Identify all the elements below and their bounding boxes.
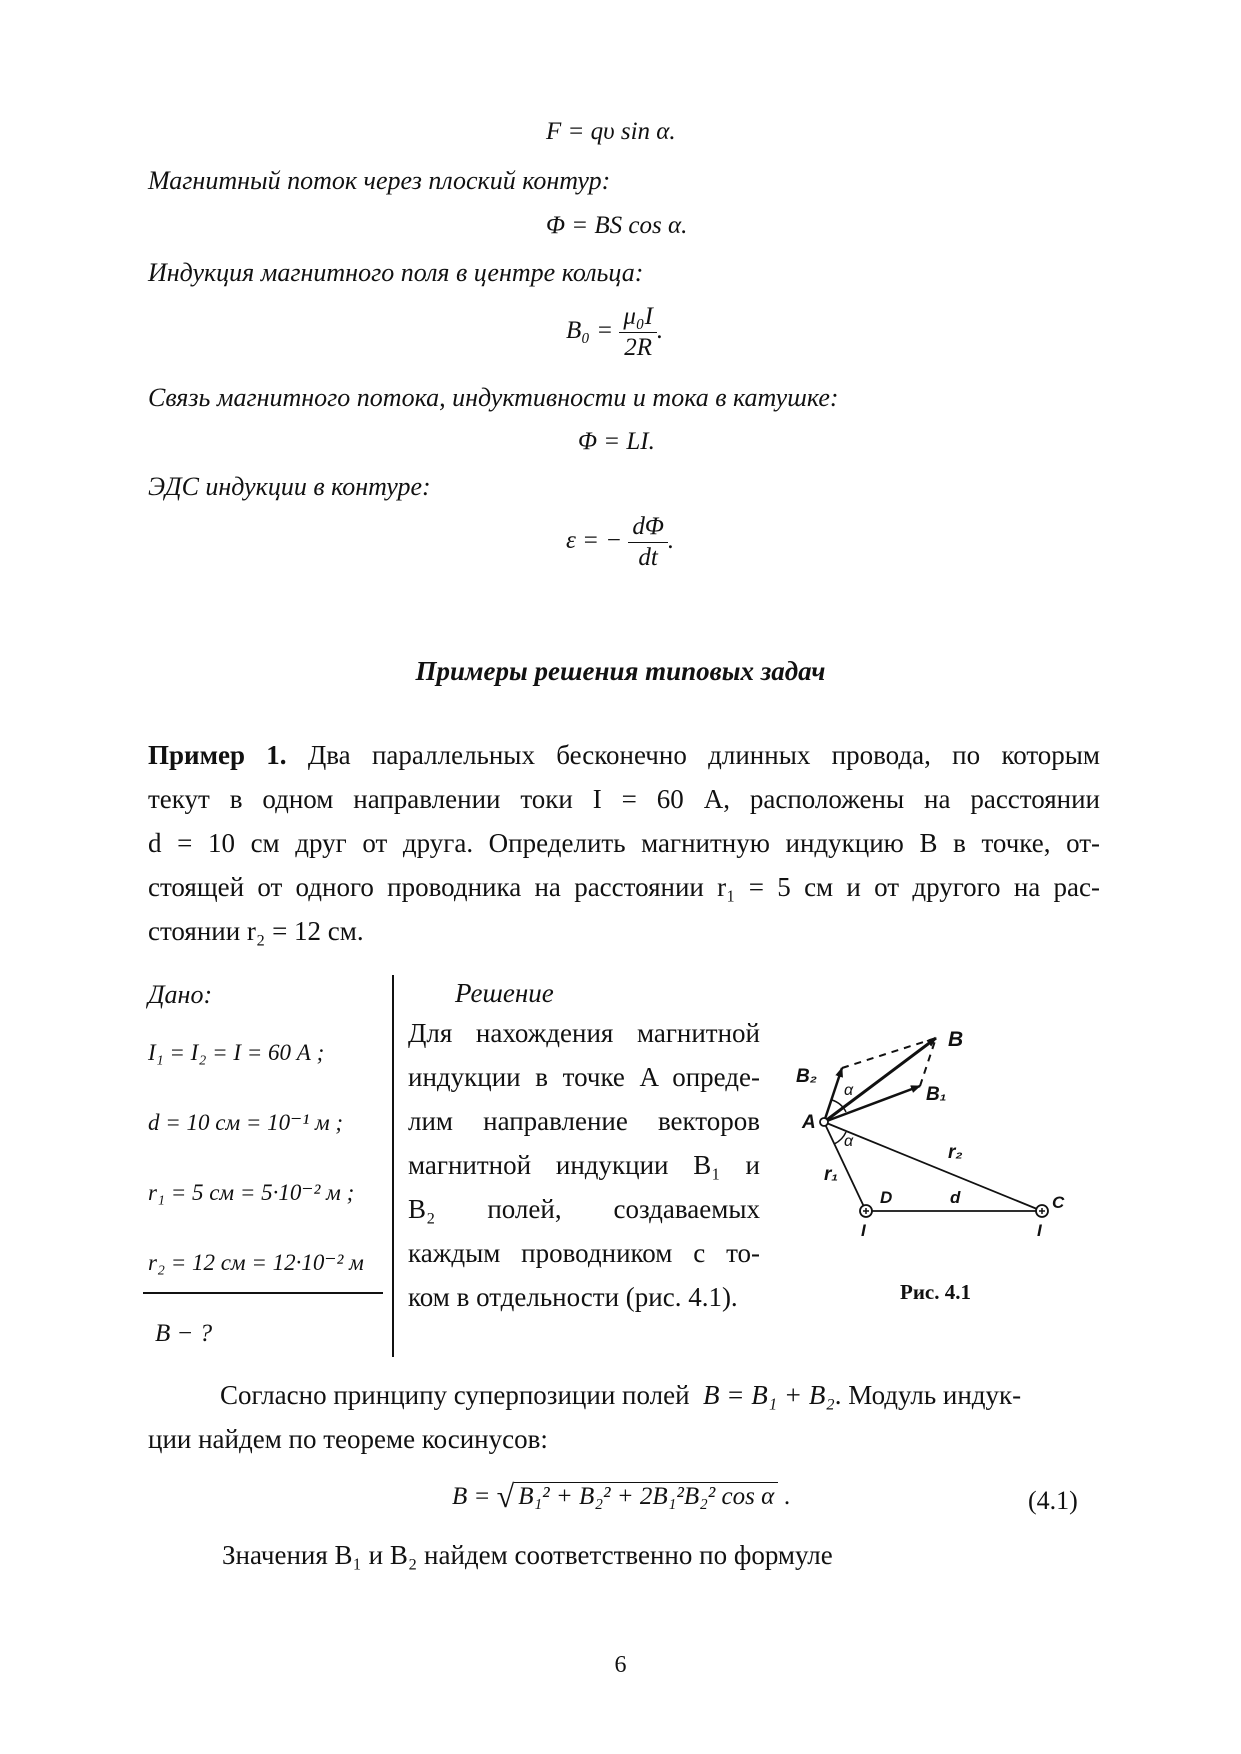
superposition-line-2: ции найдем по теореме косинусов: bbox=[148, 1424, 548, 1454]
solution-line: Для нахождения магнитной bbox=[408, 1018, 760, 1048]
example-line-4: стоящей от одного проводника на расстоянии r₁ = 5 см и от другого на рас- bbox=[148, 872, 1100, 902]
given-title: Дано: bbox=[148, 980, 213, 1009]
emf-label: ЭДС индукции в контуре: bbox=[148, 472, 431, 501]
example-line-2: текут в одном направлении токи I = 60 А, расположены на расстоянии bbox=[148, 784, 1100, 814]
inductance-label: Связь магнитного потока, индуктивности и тока в катушке: bbox=[148, 383, 839, 412]
emf-end: . bbox=[667, 527, 675, 555]
fig-label-r1: r₁ bbox=[824, 1164, 839, 1185]
fig-label-d-point: D bbox=[880, 1188, 893, 1207]
example-line-1: Пример 1. Два параллельных бесконечно длинных провода, по которым bbox=[148, 740, 1101, 770]
fig-label-d: d bbox=[950, 1188, 961, 1207]
ring-fraction bbox=[619, 302, 657, 363]
emf-fraction bbox=[628, 512, 668, 573]
section-title: Примеры решения типовых задач bbox=[415, 656, 826, 686]
line-r2 bbox=[824, 1122, 1042, 1211]
solution-line: индукции в точке A опреде- bbox=[408, 1062, 760, 1092]
cosine-radicand: B₁² + B₂² + 2B₁²B₂² cos α bbox=[514, 1482, 778, 1510]
fig-label-c: C bbox=[1052, 1193, 1065, 1212]
given-vertical-divider bbox=[392, 975, 394, 1357]
superposition-formula: B = B₁ + B₂ bbox=[703, 1380, 835, 1410]
dashed-b2-to-b bbox=[842, 1038, 936, 1068]
fig-label-i-right: I bbox=[1037, 1221, 1042, 1240]
solution-text bbox=[408, 1011, 760, 1319]
fig-label-alpha-bottom: α bbox=[844, 1133, 854, 1150]
given-divider bbox=[143, 1292, 383, 1294]
values-line: Значения B₁ и B₂ найдем соответственно по формуле bbox=[222, 1540, 833, 1570]
given-item-1: I₁ = I₂ = I = 60 А ; bbox=[148, 1040, 325, 1065]
example-line-3: d = 10 см друг от друга. Определить магнитную индукцию B в точке, от- bbox=[148, 828, 1100, 858]
vector-diagram bbox=[780, 1010, 1110, 1270]
given-item-3: r₁ = 5 см = 5·10⁻² м ; bbox=[148, 1180, 355, 1205]
solution-title: Решение bbox=[455, 978, 554, 1008]
fig-label-i-left: I bbox=[861, 1221, 866, 1240]
solution-line: каждым проводником с то- bbox=[408, 1238, 760, 1268]
given-item-4: r₂ = 12 см = 12·10⁻² м bbox=[148, 1250, 364, 1275]
fig-label-a: A bbox=[802, 1112, 816, 1133]
fig-label-r2: r₂ bbox=[948, 1142, 963, 1163]
cosine-end: . bbox=[784, 1483, 791, 1510]
emf-formula bbox=[566, 512, 674, 573]
solution-line: B₂ полей, создаваемых bbox=[408, 1194, 760, 1224]
cosine-formula bbox=[452, 1478, 791, 1515]
vector-b bbox=[824, 1038, 936, 1122]
emf-denominator: dt bbox=[638, 544, 658, 571]
figure-caption: Рис. 4.1 bbox=[900, 1280, 971, 1304]
fig-label-b2: B₂ bbox=[796, 1066, 817, 1087]
emf-lhs: ε = − bbox=[566, 527, 623, 555]
inductance-formula: Φ = LI. bbox=[578, 428, 655, 455]
example-label: Пример 1. bbox=[148, 740, 287, 770]
fig-label-b: B bbox=[948, 1028, 964, 1051]
ring-numerator: μ₀I bbox=[619, 302, 657, 333]
emf-numerator: dΦ bbox=[628, 512, 668, 543]
ring-lhs: B₀ = bbox=[566, 317, 614, 345]
example-paragraph bbox=[148, 733, 1100, 953]
ring-label: Индукция магнитного поля в центре кольца: bbox=[148, 258, 644, 287]
solution-line: магнитной индукции B₁ и bbox=[408, 1150, 760, 1180]
ring-end: . bbox=[656, 317, 664, 345]
fig-label-b1: B₁ bbox=[926, 1084, 947, 1105]
given-item-2: d = 10 см = 10⁻¹ м ; bbox=[148, 1110, 344, 1135]
solution-line: лим направление векторов bbox=[408, 1106, 760, 1136]
page-number: 6 bbox=[614, 1652, 627, 1678]
lorentz-formula: F = qυ sin α. bbox=[546, 118, 676, 145]
sqrt-icon: √ bbox=[496, 1478, 515, 1514]
example-line-5: стоянии r₂ = 12 см. bbox=[148, 916, 364, 946]
flux-formula: Φ = BS cos α. bbox=[546, 212, 688, 239]
ring-formula bbox=[566, 302, 663, 363]
flux-label: Магнитный поток через плоский контур: bbox=[148, 166, 611, 195]
ring-denominator: 2R bbox=[624, 334, 653, 361]
superposition-line-1: Согласно принципу суперпозиции полей B = B₁ + B₂. Модуль индук- bbox=[220, 1380, 1022, 1410]
solution-line: ком в отдельности (рис. 4.1). bbox=[408, 1282, 738, 1312]
given-find: B − ? bbox=[155, 1320, 213, 1347]
fig-label-alpha-top: α bbox=[844, 1082, 854, 1099]
cosine-lhs: B = bbox=[452, 1483, 491, 1510]
superposition-paragraph bbox=[148, 1373, 1100, 1461]
equation-number: (4.1) bbox=[1028, 1486, 1078, 1515]
point-a bbox=[820, 1118, 828, 1126]
